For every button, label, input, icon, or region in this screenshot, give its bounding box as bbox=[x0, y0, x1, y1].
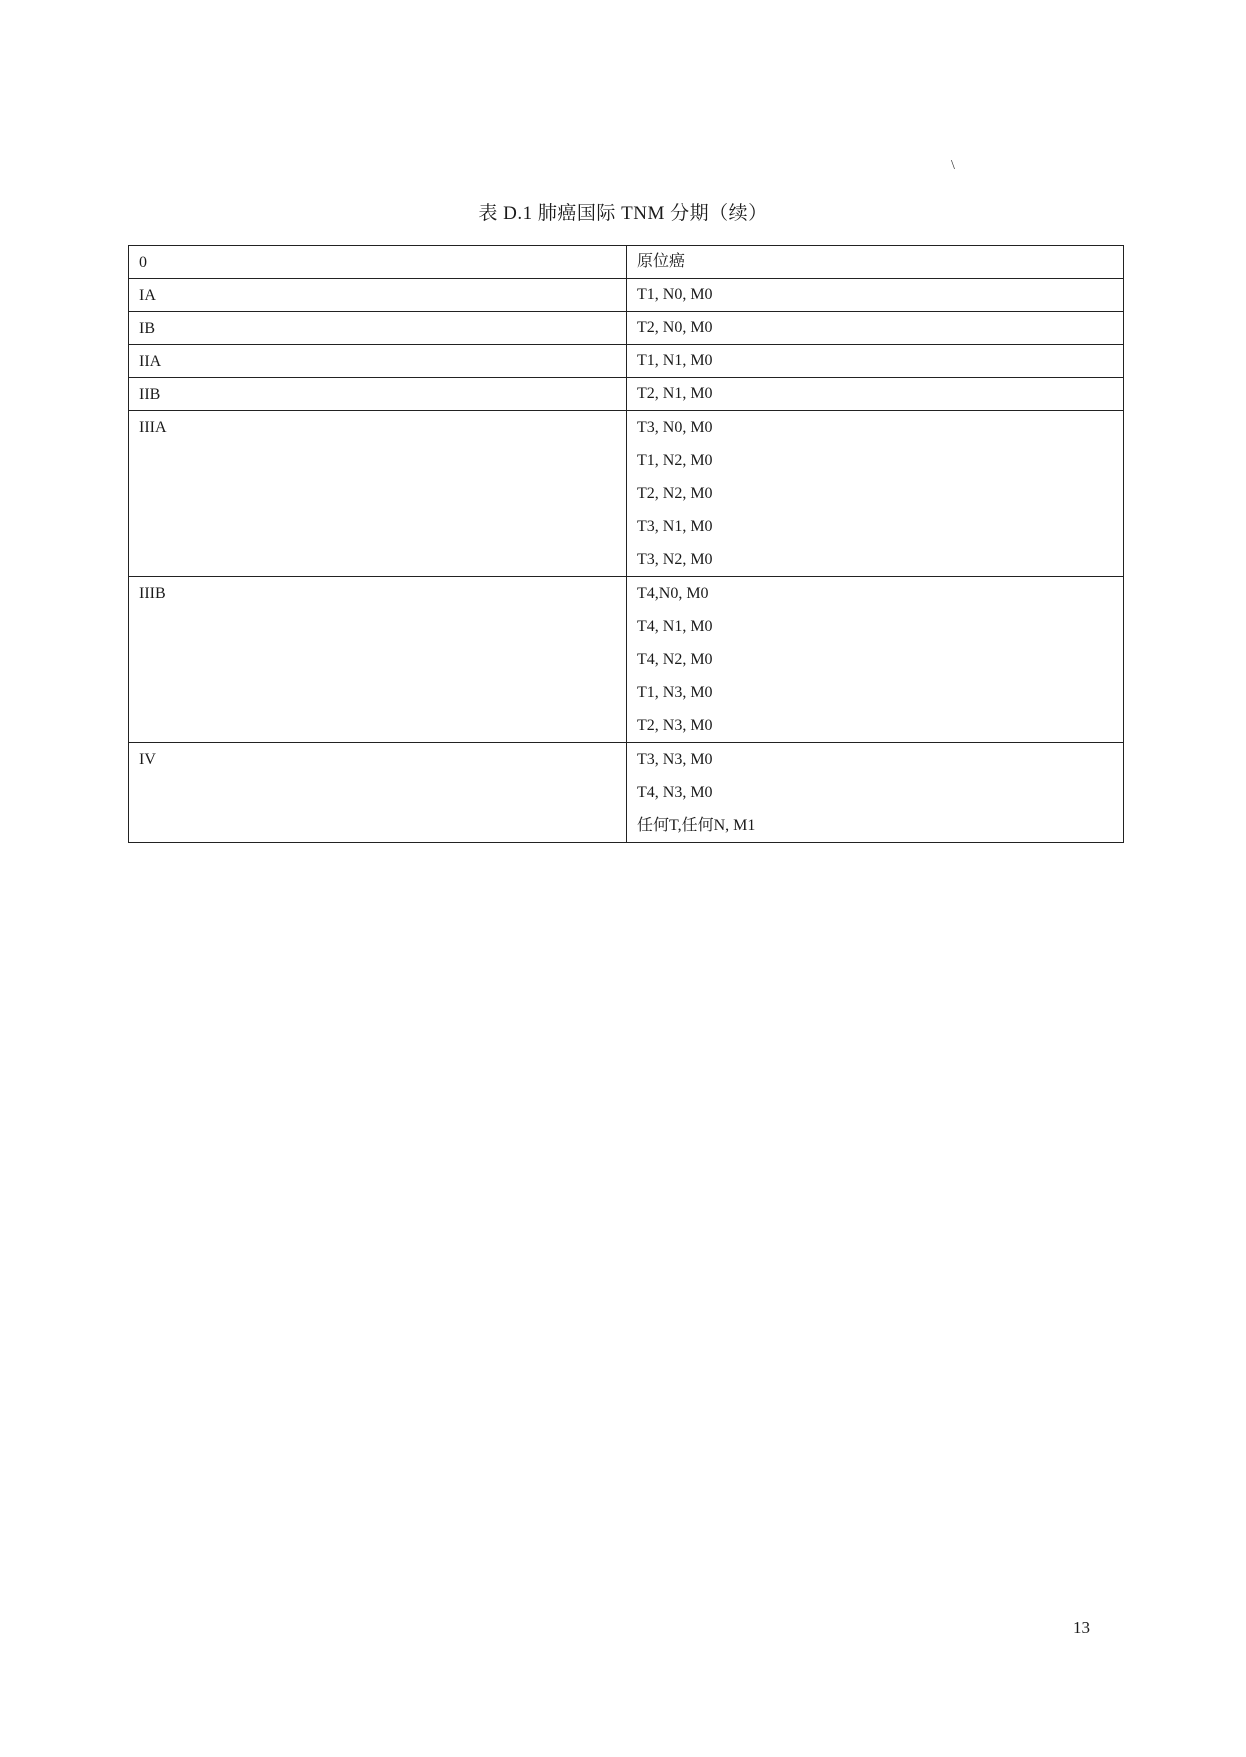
tnm-value: T4, N1, M0 bbox=[637, 618, 713, 635]
stage-cell: IIB bbox=[129, 378, 627, 411]
table-row bbox=[129, 345, 1124, 378]
tnm-cell bbox=[627, 279, 1124, 312]
table-row bbox=[129, 743, 1124, 843]
tnm-cell bbox=[627, 411, 1124, 577]
tnm-cell bbox=[627, 378, 1124, 411]
stage-cell: IIIA bbox=[129, 411, 627, 577]
tnm-value: T3, N2, M0 bbox=[637, 551, 713, 568]
stage-cell: 0 bbox=[129, 246, 627, 279]
stage-cell: IB bbox=[129, 312, 627, 345]
tnm-value: T3, N1, M0 bbox=[637, 518, 713, 535]
tnm-value: T4, N2, M0 bbox=[637, 651, 713, 668]
stage-cell: IIA bbox=[129, 345, 627, 378]
table-caption: 表 D.1 肺癌国际 TNM 分期（续） bbox=[478, 203, 768, 224]
stage-cell: IA bbox=[129, 279, 627, 312]
scan-mark: \ bbox=[951, 158, 955, 173]
tnm-value: T1, N2, M0 bbox=[637, 452, 713, 469]
tnm-cell bbox=[627, 312, 1124, 345]
tnm-cell bbox=[627, 345, 1124, 378]
tnm-value: T3, N3, M0 bbox=[637, 751, 713, 768]
tnm-value: T2, N0, M0 bbox=[637, 319, 713, 336]
tnm-value: 任何T,任何N, M1 bbox=[637, 817, 756, 834]
stage-cell: IIIB bbox=[129, 577, 627, 743]
table-row bbox=[129, 577, 1124, 743]
tnm-value: T1, N3, M0 bbox=[637, 684, 713, 701]
tnm-value: T2, N2, M0 bbox=[637, 485, 713, 502]
tnm-cell bbox=[627, 743, 1124, 843]
table-row bbox=[129, 279, 1124, 312]
tnm-value: T4, N3, M0 bbox=[637, 784, 713, 801]
tnm-value: T1, N0, M0 bbox=[637, 286, 713, 303]
tnm-staging-table bbox=[128, 245, 1124, 843]
table-row bbox=[129, 378, 1124, 411]
table-row bbox=[129, 246, 1124, 279]
tnm-value: T4,N0, M0 bbox=[637, 585, 709, 602]
tnm-value: T2, N3, M0 bbox=[637, 717, 713, 734]
tnm-value: T1, N1, M0 bbox=[637, 352, 713, 369]
table-row bbox=[129, 312, 1124, 345]
tnm-value: T2, N1, M0 bbox=[637, 385, 713, 402]
page-number: 13 bbox=[1073, 1618, 1090, 1637]
stage-cell: IV bbox=[129, 743, 627, 843]
tnm-value: 原位癌 bbox=[637, 253, 686, 270]
tnm-cell bbox=[627, 577, 1124, 743]
table-row bbox=[129, 411, 1124, 577]
tnm-value: T3, N0, M0 bbox=[637, 419, 713, 436]
tnm-cell bbox=[627, 246, 1124, 279]
